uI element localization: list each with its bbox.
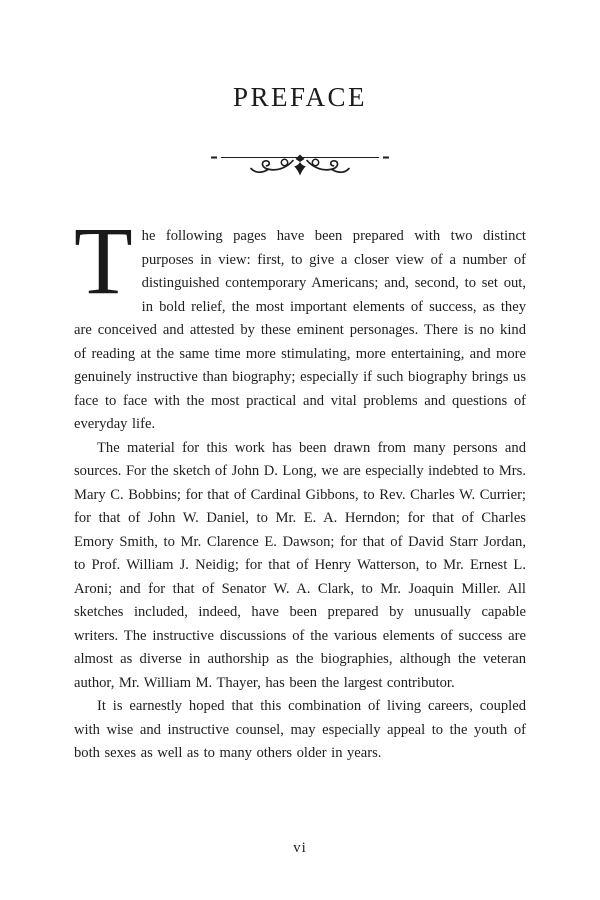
drop-cap: T — [74, 207, 133, 314]
ornamental-divider — [210, 149, 390, 179]
preface-body — [74, 207, 526, 766]
page-number: vi — [293, 840, 307, 856]
page-title: PREFACE — [232, 82, 368, 112]
paragraph-3: It is earnestly hoped that this combination of living careers, coupled with wise and instructive counsel, may especially appeal to the youth of both sexes as well as to many others older in years. — [74, 698, 526, 761]
flourish-divider-icon — [210, 149, 390, 179]
paragraph-1-text: he following pages have been prepared with two distinct purposes in view: first, to give a closer view of a number of distinguished contemporary Americans; and, second, to set out, in bold relief, the most important elements of success, as they are conceived and attested by these eminent personages. There is no kind of reading at the same time more stimulating, more entertaining, and more genuinely instructive than biography; especially if such biography brings us face to face with the most practical and vital problems and questions of everyday life. — [74, 228, 526, 432]
paragraph-1 — [74, 207, 526, 437]
paragraph-2: The material for this work has been drawn from many persons and sources. For the sketch of John D. Long, we are especially indebted to Mrs. Mary C. Bobbins; for that of Cardinal Gibbons, to Rev. Charles W. Currier; for that of John W. Daniel, to Mr. E. A. Herndon; for that of Charles Emory Smith, to Mr. Clarence E. Dawson; for that of David Starr Jordan, to Prof. William J. Neidig; for that of Henry Watterson, to Mr. Ernest L. Aroni; and for that of Senator W. A. Clark, to Mr. Joaquin Miller. All sketches included, indeed, have been prepared by unusually capable writers. The instructive discussions of the various elements of success are almost as diverse in authorship as the biographies, although the veteran author, Mr. William M. Thayer, has been the largest contributor. — [74, 439, 526, 691]
